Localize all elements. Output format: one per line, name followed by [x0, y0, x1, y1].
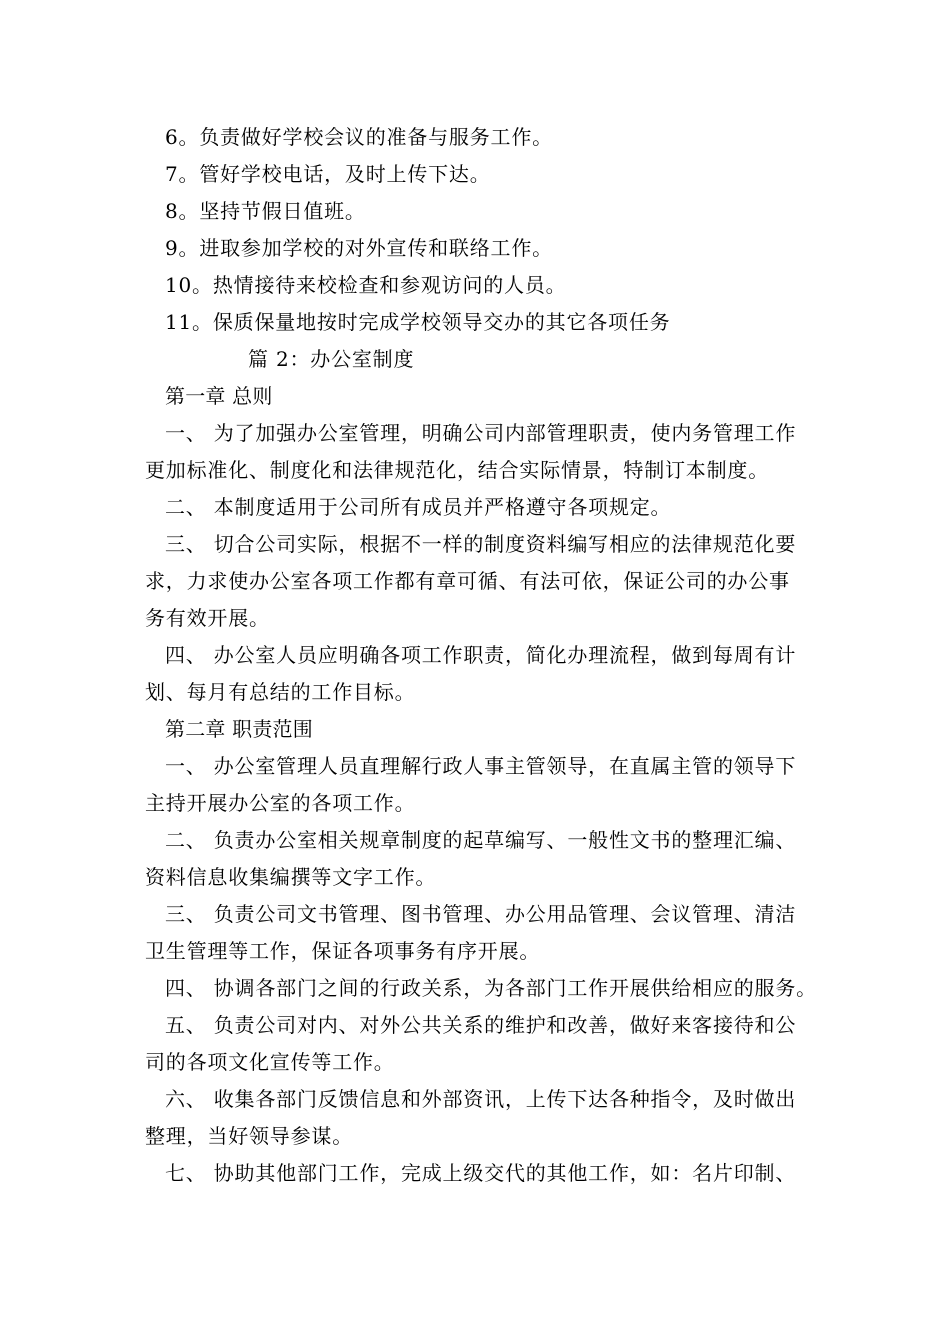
paragraph-line: 更加标准化、制度化和法律规范化，结合实际情景，特制订本制度。 — [145, 458, 769, 482]
paragraph-line: 一、 办公室管理人员直理解行政人事主管领导，在直属主管的领导下 — [165, 754, 797, 778]
chapter-heading: 第二章 职责范围 — [165, 717, 313, 741]
paragraph-line: 七、 协助其他部门工作，完成上级交代的其他工作，如：名片印制、 — [165, 1161, 797, 1185]
paragraph-line: 三、 切合公司实际，根据不一样的制度资料编写相应的法律规范化要 — [165, 532, 797, 556]
paragraph-line: 主持开展办公室的各项工作。 — [145, 791, 416, 815]
list-item: 11。保质保量地按时完成学校领导交办的其它各项任务 — [165, 310, 671, 334]
list-item: 9。进取参加学校的对外宣传和联络工作。 — [165, 236, 553, 260]
list-item: 8。坚持节假日值班。 — [165, 199, 366, 223]
paragraph-line: 一、 为了加强办公室管理，明确公司内部管理职责，使内务管理工作 — [165, 421, 797, 445]
paragraph-line: 求，力求使办公室各项工作都有章可循、有法可依，保证公司的办公事 — [145, 569, 790, 593]
list-item: 10。热情接待来校检查和参观访问的人员。 — [165, 273, 567, 297]
paragraph-line: 整理，当好领导参谋。 — [145, 1124, 353, 1148]
paragraph-line: 六、 收集各部门反馈信息和外部资讯，上传下达各种指令，及时做出 — [165, 1087, 797, 1111]
list-item: 7。管好学校电话，及时上传下达。 — [165, 162, 491, 186]
paragraph-line: 五、 负责公司对内、对外公共关系的维护和改善，做好来客接待和公 — [165, 1013, 797, 1037]
list-item: 6。负责做好学校会议的准备与服务工作。 — [165, 125, 553, 149]
paragraph-line: 务有效开展。 — [145, 606, 270, 630]
paragraph-line: 资料信息收集编撰等文字工作。 — [145, 865, 437, 889]
paragraph-line: 三、 负责公司文书管理、图书管理、办公用品管理、会议管理、清洁 — [165, 902, 797, 926]
paragraph-line: 二、 负责办公室相关规章制度的起草编写、一般性文书的整理汇编、 — [165, 828, 797, 852]
paragraph-line: 四、 协调各部门之间的行政关系，为各部门工作开展供给相应的服务。 — [165, 976, 817, 1000]
paragraph-line: 二、 本制度适用于公司所有成员并严格遵守各项规定。 — [165, 495, 672, 519]
paragraph-line: 司的各项文化宣传等工作。 — [145, 1050, 395, 1074]
chapter-heading: 第一章 总则 — [165, 384, 273, 408]
section-title: 篇 2：办公室制度 — [248, 347, 415, 371]
paragraph-line: 划、每月有总结的工作目标。 — [145, 680, 416, 704]
paragraph-line: 卫生管理等工作，保证各项事务有序开展。 — [145, 939, 541, 963]
paragraph-line: 四、 办公室人员应明确各项工作职责，简化办理流程，做到每周有计 — [165, 643, 797, 667]
